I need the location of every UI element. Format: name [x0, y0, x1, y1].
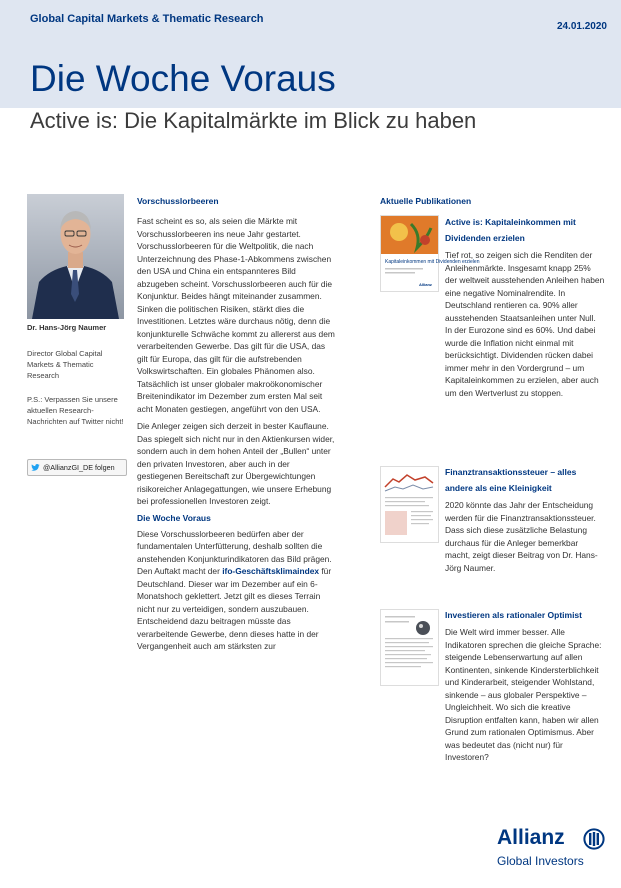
publication-text: 2020 könnte das Jahr der Entscheidung werden für die Finanztransaktionssteuer. Dass sich diese zusätzliche Belastung durchaus für die Anleger bemerkbar macht, zeigt dieser Beitrag von Dr. Hans-Jörg Naumer. — [445, 500, 598, 573]
page-title: Die Woche Voraus — [30, 58, 336, 99]
ifo-link[interactable]: ifo-Geschäftsklimaindex — [222, 566, 320, 576]
department-label: Global Capital Markets & Thematic Research — [30, 13, 264, 25]
publication-title[interactable]: Finanztransaktionssteuer – alles andere als eine Kleinigkeit — [445, 467, 577, 493]
author-ps-note: P.S.: Verpassen Sie unsere aktuellen Research-Nachrichten auf Twitter nicht! — [27, 395, 124, 426]
publication-text: Die Welt wird immer besser. Alle Indikatoren sprechen die gleiche Sprache: steigende Lebenserwartung auf allen Kontinenten, sinkende Kindersterblichkeit und Kinderarbeit, steigender Wohlstand, sinkende – aus globaler Perspektive – Ungleichheit. Wo sich die kreative Disruption entfalten kann, haben wir allen Grund zum rationalen Optimismus. Aber was bedeutet das (nicht nur) für Investoren? — [445, 627, 602, 762]
author-role: Director Global Capital Markets & Thematic Research — [27, 349, 103, 380]
main-article — [137, 196, 337, 658]
twitter-follow-label: @AllianzGI_DE folgen — [43, 463, 115, 472]
publication-date: 24.01.2020 — [556, 21, 607, 32]
publication-title[interactable]: Active is: Kapitaleinkommen mit Dividenden erzielen — [445, 217, 576, 243]
logo-subtitle: Global Investors — [497, 854, 584, 868]
publications-heading: Aktuelle Publikationen — [380, 196, 472, 206]
page-subtitle: Active is: Die Kapitalmärkte im Blick zu haben — [30, 108, 477, 133]
logo-wordmark: Allianz — [497, 826, 565, 849]
allianz-eagle-icon — [583, 828, 605, 850]
publication-thumbnail[interactable] — [380, 466, 439, 543]
publication-thumbnail[interactable] — [380, 609, 439, 686]
publication-text: Tief rot, so zeigen sich die Renditen der Anleihenmärkte. Insgesamt knapp 25% der weltweit ausstehenden Anleihen haben eine negative Nominalrendite. In Deutschland rentieren ca. 90% aller ausstehenden Staatsanleihen unter Null. In der Eurozone sind es 60%. Und dabei wurde die Inflation nicht einmal mit berücksichtigt. Dividenden rücken dabei immer mehr in den Vordergrund – um Kapitaleinkommen zu erzielen, aber auch um den Wertverlust zu stoppen. — [445, 250, 605, 398]
publication-item — [445, 464, 605, 574]
section-heading-vorschusslorbeeren: Vorschusslorbeeren — [137, 196, 219, 206]
thumbnail-caption: Kapitaleinkommen mit Dividenden erzielen — [385, 259, 480, 265]
twitter-follow-button[interactable] — [27, 459, 127, 476]
paragraph-text: für Deutschland. Dieser war im Dezember auf ein 6-Monatshoch geklettert. Jetzt gilt es dieses Terrain nicht nur zu verteidigen, sondern auszubauen. Entscheidend dazu beitragen müsste das verarbeitende Gewerbe, denn dieses hatte in der Vergangenheit auch am stärksten zur — [137, 566, 332, 651]
author-name: Dr. Hans-Jörg Naumer — [27, 323, 107, 332]
publication-item — [445, 607, 605, 764]
twitter-bird-icon — [31, 463, 40, 472]
article-paragraph: Fast scheint es so, als seien die Märkte mit Vorschusslorbeeren ins neue Jahr gestartet. Vorschusslorbeeren für die Weltpolitik, die nach Unterzeichnung des Phase-1-Abkommens zwischen den USA und China ein entspannteres Bild abzugeben scheint. Vorschusslorbeeren auch für die Konjunktur. Beides hängt miteinander zusammen. Sinken die politischen Risiken, stärkt dies die Investitionen. Letztes wäre durchaus nötig, denn die konjunkturelle Schwäche kommt zu allererst aus dem verarbeitenden Gewerbe. Das gilt für die USA, das gilt für Europa, das gilt für die aufstrebenden Volkswirtschaften. Ein globales Phänomen also. Tatsächlich ist unser globaler makroökonomischer Breitenindikator im Dezember zum ersten Mal seit acht Monaten gestiegen, angeführt von den USA. — [137, 216, 335, 414]
section-heading-woche-voraus: Die Woche Voraus — [137, 512, 211, 523]
article-paragraph — [137, 528, 337, 653]
article-paragraph: Die Anleger zeigen sich derzeit in bester Kauflaune. Das spiegelt sich nicht nur in den Aktienkursen wider, sondern auch in dem hohen Anteil der „Bullen“ unter den privaten Investoren, aber auch in der gestiegenen Bereitschaft zur Übergewichtungen risikoreicher Anlagegattungen, wie unsere Erhebung bei professionellen Investoren zeigt. — [137, 421, 335, 506]
paragraph-text: Diese Vorschusslorbeeren bedürfen aber der fundamentalen Unterfütterung, deshalb sollten die anstehenden Konjunkturindikatoren das Bild prägen. Den Auftakt macht der — [137, 528, 332, 576]
publication-thumbnail[interactable] — [380, 215, 480, 292]
publication-title[interactable]: Investieren als rationaler Optimist — [445, 610, 582, 620]
publication-item — [445, 214, 605, 399]
author-photo — [27, 194, 124, 319]
thumbnail-brand: Allianz — [419, 282, 432, 287]
